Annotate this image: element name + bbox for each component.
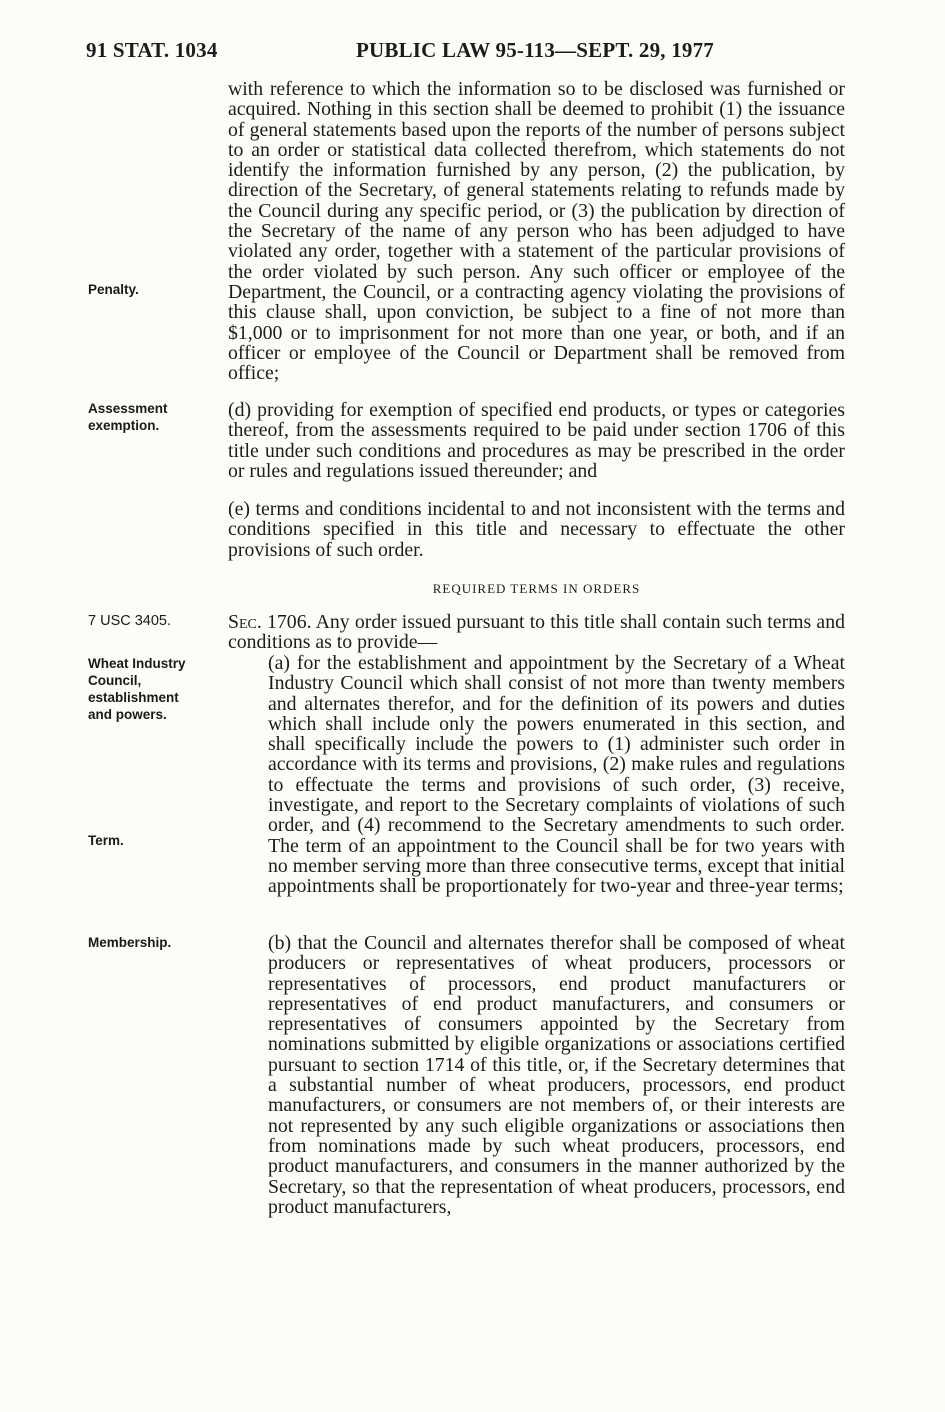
margin-note-assessment-exemption: Assessment exemption. xyxy=(88,401,168,433)
paragraph-e: (e) terms and conditions incidental to and not inconsistent with the terms and conditions specified in this title and necessary to effectuate the other provisions of such order. xyxy=(228,498,845,561)
section-1706-intro xyxy=(228,612,845,653)
section-heading: REQUIRED TERMS IN ORDERS xyxy=(432,581,641,596)
section-intro-text: 1706. Any order issued pursuant to this title shall contain such terms and conditions as to provide— xyxy=(228,611,845,654)
section-label: Sec. xyxy=(228,611,262,633)
paragraph-b: (b) that the Council and alternates therefor shall be composed of wheat producers or representatives of wheat producers, processors or representatives of processors, end product manufacturers or representatives of end product manufacturers, and consumers or representatives of consumers appointed by the Secretary from nominations submitted by eligible organizations or associations certified pursuant to section 1714 of this title, or, if the Secretary determines that a substantial number of wheat producers, processors, end product manufacturers, or consumers are not members of, or their interests are not represented by any such eligible organizations or associations then from nominations made by such wheat producers, processors, end product manufacturers, and consumers in the manner authorized by the Secretary, so that the representation of wheat producers, processors, end product manufacturers, xyxy=(268,932,845,1218)
continuation-paragraph: with reference to which the information so to be disclosed was furnished or acquired. Nothing in this section shall be deemed to prohibit (1) the issuance of general statements based upon the reports of the number of persons subject to an order or statistical data collected therefrom, which statements do not identify the information furnished by any person, (2) the publication, by direction of the Secretary, of general statements relating to refunds made by the Council during any specific period, or (3) the publication by direction of the Secretary of the name of any person who has been adjudged to have violated any order, together with a statement of the particular provisions of the order violated by such person. Any such officer or employee of the Department, the Council, or a contracting agency violating the provisions of this clause shall, upon conviction, be subject to a fine of not more than $1,000 or to imprisonment for not more than one year, or both, and if an officer or employee of the Council or Department shall be removed from office; xyxy=(228,78,845,385)
paragraph-a: (a) for the establishment and appointment by the Secretary of a Wheat Industry Council which shall consist of not more than twenty members and alternates therefor, and for the definition of its powers and duties which shall include only the powers enumerated in this section, and shall specifically include the powers to (1) administer such order in accordance with its terms and provisions, (2) make rules and regulations to effectuate the terms and provisions of such order, (3) receive, investigate, and report to the Secretary complaints of violations of such order, and (4) recommend to the Secretary amendments to such order. The term of an appointment to the Council shall be for two years with no member serving more than three consecutive terms, except that initial appointments shall be proportionately for two-year and three-year terms; xyxy=(268,652,845,898)
margin-note-membership: Membership. xyxy=(88,935,172,950)
margin-note-usc-ref: 7 USC 3405. xyxy=(88,613,172,629)
margin-note-penalty: Penalty. xyxy=(88,282,139,297)
law-title: PUBLIC LAW 95-113—SEPT. 29, 1977 xyxy=(356,38,715,62)
stat-reference: 91 STAT. 1034 xyxy=(86,38,218,62)
margin-note-wheat-council: Wheat Industry Council, establishment and powers. xyxy=(88,656,186,722)
margin-note-term: Term. xyxy=(88,833,124,848)
paragraph-d: (d) providing for exemption of specified end products, or types or categories thereof, from the assessments required to be paid under section 1706 of this title under such conditions and procedures as may be prescribed in the order or rules and regulations issued thereunder; and xyxy=(228,399,845,482)
